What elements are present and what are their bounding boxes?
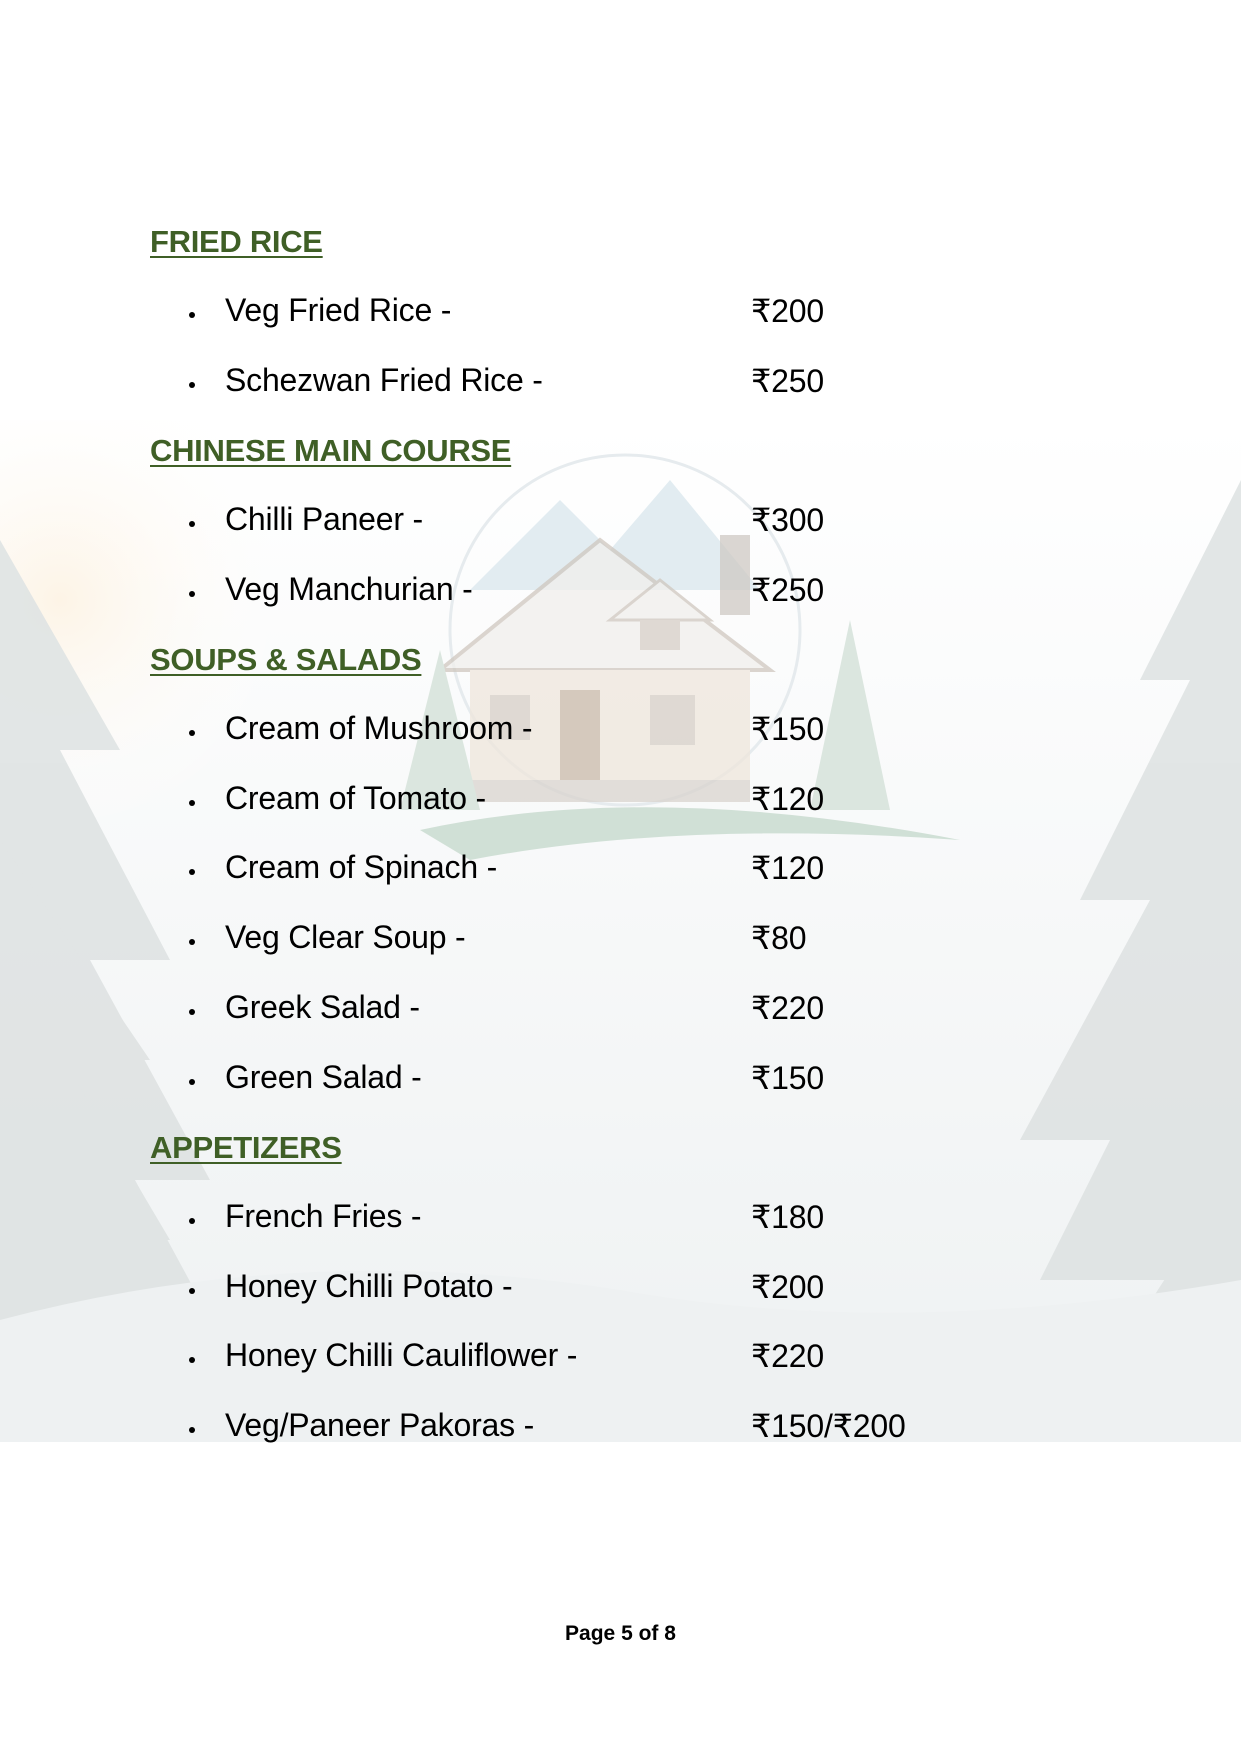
bullet-icon <box>189 1427 195 1433</box>
section-heading-appetizers: APPETIZERS <box>150 1130 342 1165</box>
menu-item <box>0 1407 1241 1451</box>
bullet-icon <box>189 382 195 388</box>
menu-item <box>0 1268 1241 1312</box>
menu-item-name: Veg Manchurian - <box>225 571 473 607</box>
menu-item-price: ₹300 <box>751 502 824 538</box>
menu-item-name: Veg Clear Soup - <box>225 919 466 955</box>
bullet-icon <box>189 1079 195 1085</box>
menu-item <box>0 1337 1241 1381</box>
bullet-icon <box>189 939 195 945</box>
section-heading-soups-salads: SOUPS & SALADS <box>150 642 422 677</box>
menu-item <box>0 362 1241 406</box>
menu-item-price: ₹120 <box>751 781 824 817</box>
bullet-icon <box>189 1357 195 1363</box>
bullet-icon <box>189 800 195 806</box>
menu-item-name: Cream of Mushroom - <box>225 710 533 746</box>
menu-item <box>0 710 1241 754</box>
section-heading-chinese-main-course: CHINESE MAIN COURSE <box>150 433 512 468</box>
menu-item-price: ₹250 <box>751 572 824 608</box>
menu-item-name: French Fries - <box>225 1198 422 1234</box>
menu-item-name: Cream of Tomato - <box>225 780 486 816</box>
menu-item-price: ₹180 <box>751 1199 824 1235</box>
menu-item-name: Veg Fried Rice - <box>225 292 452 328</box>
menu-item-name: Honey Chilli Potato - <box>225 1268 513 1304</box>
bullet-icon <box>189 312 195 318</box>
bullet-icon <box>189 591 195 597</box>
menu-item <box>0 919 1241 963</box>
menu-item-name: Cream of Spinach - <box>225 849 498 885</box>
menu-item-name: Green Salad - <box>225 1059 422 1095</box>
menu-item <box>0 292 1241 336</box>
menu-item-price: ₹150 <box>751 711 824 747</box>
bullet-icon <box>189 1218 195 1224</box>
menu-item-name: Honey Chilli Cauliflower - <box>225 1337 578 1373</box>
menu-item-price: ₹150 <box>751 1060 824 1096</box>
menu-item-price: ₹220 <box>751 990 824 1026</box>
menu-item-price: ₹250 <box>751 363 824 399</box>
menu-item-name: Veg/Paneer Pakoras - <box>225 1407 535 1443</box>
menu-item-name: Greek Salad - <box>225 989 420 1025</box>
menu-item <box>0 571 1241 615</box>
menu-item-price: ₹200 <box>751 293 824 329</box>
menu-item-name: Schezwan Fried Rice - <box>225 362 543 398</box>
bullet-icon <box>189 869 195 875</box>
menu-item-price: ₹80 <box>751 920 807 956</box>
menu-item <box>0 1198 1241 1242</box>
menu-item <box>0 501 1241 545</box>
menu-item-price: ₹220 <box>751 1338 824 1374</box>
bullet-icon <box>189 1288 195 1294</box>
menu-item-price: ₹200 <box>751 1269 824 1305</box>
menu-item <box>0 989 1241 1033</box>
bullet-icon <box>189 521 195 527</box>
bullet-icon <box>189 730 195 736</box>
menu-item-name: Chilli Paneer - <box>225 501 423 537</box>
bullet-icon <box>189 1009 195 1015</box>
page-number: Page 5 of 8 <box>565 1622 676 1645</box>
menu-item <box>0 780 1241 824</box>
section-heading-fried-rice: FRIED RICE <box>150 224 323 259</box>
menu-item-price: ₹120 <box>751 850 824 886</box>
menu-item <box>0 1059 1241 1103</box>
menu-item-price: ₹150/₹200 <box>751 1408 906 1444</box>
menu-item <box>0 849 1241 893</box>
